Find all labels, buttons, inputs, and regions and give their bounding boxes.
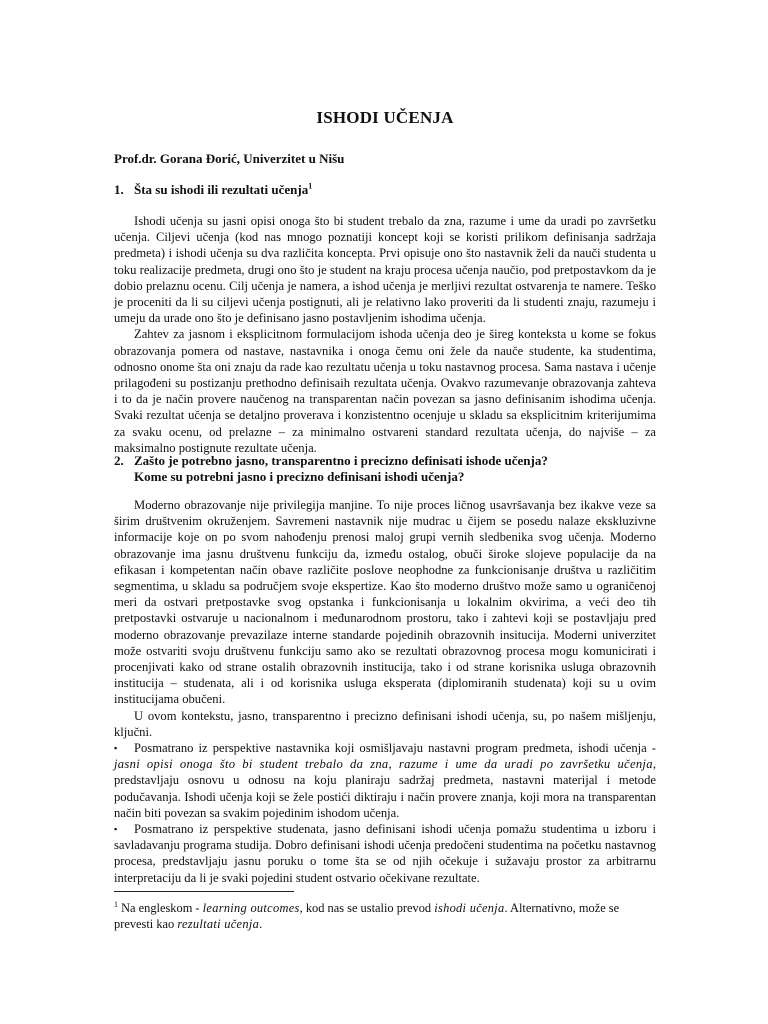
section-2-paragraph-2: U ovom kontekstu, jasno, transparentno i precizno definisani ishodi učenja, su, po našem mišljenju, ključni. [114, 708, 656, 739]
section-2-number: 2. [114, 453, 124, 468]
section-1-paragraph-1: Ishodi učenja su jasni opisi onoga što bi student trebalo da zna, razume i ume da uradi po završetku učenja. Ciljevi učenja (kod nas mnogo poznatiji koncept koji se koristi prilikom definisanja sadržaja predmeta) i ishodi učenja su dva različita koncepta. Prvi opisuje ono što nastavnik želi da nauči studenta u toku realizacije predmeta, drugi ono što je student na kraju procesa učenja naučio, pod pretpostavkom da je dobio prelaznu ocenu. Cilj učenja je namera, a ishod učenja je merljivi rezultat ostvarenja te namere. Teško je proceniti da li su ciljevi učenja postignuti, ali je relativno lako proveriti da li studenti znaju, razumeju i umeju da urade ono što je definisano jasno postavljenim ishodima učenja. [114, 214, 656, 326]
section-2-paragraph-1: Moderno obrazovanje nije privilegija manjine. To nije proces ličnog usavršavanja bez ikakve veze sa širim društvenim okruženjem. Savremeni nastavnik nije mudrac u čijem se posedu nalaze ekskluzivne informacije koje on po svom nahođenju prenosi maloj grupi vernih sledbenika svog učenja. Moderno obrazovanje ima jasnu društvenu funkciju da, između ostalog, obuči široke slojeve populacije da na efikasan i kompetentan način obave različite poslove neophodne za funkcionisanje društva u različitim segmentima, u skladu sa područjem svoje ekspertize. Kao što moderno društvo može samo u ograničenoj meri da ostvari pretpostavke svog opstanka i funkcionisanja u lokalnim okvirima, a veći deo tih pretpostavki ostvaruje u nacionalnom i međunarodnom prostoru, tako i zahtevi koji se postavljaju pred moderno obrazovanje prevazilaze interne standarde pojedinih obrazovnih insitucija. Moderni univerzitet može ostvariti svoju društvenu funkciju samo ako se rezultati obrazovnog procesa mogu komunicirati i procenjivati kako od strane ostalih obrazovnih institucija, tako i od strane korisnika usluga obrazovnih institucija – studenata, ali i od korisnika usluga eksperata (diplomiranih studenata) koji su u ovim institucijama obučeni. [114, 498, 656, 707]
section-2-title-line-1: Zašto je potrebno jasno, transparentno i precizno definisati ishode učenja? [134, 453, 548, 468]
author-line: Prof.dr. Gorana Đorić, Univerzitet u Nišu [114, 151, 345, 166]
bullet-square-icon: ▪ [114, 743, 118, 754]
bullet-1-text: Posmatrano iz perspektive nastavnika koji osmišljavaju nastavni program predmeta, ishodi učenja - [134, 741, 656, 756]
footnote-text-4: . [259, 917, 263, 931]
section-2-heading-line-1 [114, 453, 548, 469]
bullet-1-italic-definition: jasni opisi onoga što bi student trebalo da zna, razume i ume da uradi po završetku učenja [114, 757, 653, 772]
footnote-italic-3: rezultati učenja [177, 917, 260, 931]
section-2-body [114, 497, 656, 886]
bullet-item-teachers [114, 740, 656, 821]
footnote-number: 1 [114, 899, 118, 909]
footnote-italic-2: ishodi učenja [434, 901, 505, 915]
bullet-item-students [114, 821, 656, 886]
footnote-text-3: . Alternativno, može se prevesti kao [114, 901, 620, 931]
footnote-italic-1: learning outcomes [202, 901, 300, 915]
section-1-body [114, 213, 656, 456]
bullet-square-icon: ▪ [114, 824, 118, 835]
section-1-paragraph-2: Zahtev za jasnom i eksplicitnom formulacijom ishoda učenja deo je šireg konteksta u kome se fokus obrazovanja pomera od nastave, nastavnika i onoga čemu oni žele da nauče studente, ka studentima, odnosno onome šta oni znaju da rade kao rezultatu učenja u toku nastavnog procesa. Sama nastava i učenje prilagođeni su postizanju prethodno definisaih rezultata učenja. Ovakvo razumevanje obrazovanja zahteva i to da je način provere naučenog na transparentan način povezan sa jasno definisanim ishodima učenja. Svaki rezultat učenja se detaljno proverava i konzistentno ocenjuje u skladu sa eksplicitnim kriterijumima za svaku ocenu, od prelazne – za minimalno ostvareni standard rezultata učenja, do najviše – za maksimalno postignute rezultate učenja. [114, 327, 656, 455]
footnote-separator [114, 891, 294, 892]
section-1-number: 1. [114, 182, 124, 197]
section-2-title-line-2: Kome su potrebni jasno i precizno definisani ishodi učenja? [134, 469, 465, 484]
footnote [114, 900, 656, 932]
footnote-text-1: Na engleskom - [118, 901, 203, 915]
bullet-2-text: Posmatrano iz perspektive studenata, jasno definisani ishodi učenja pomažu studentima u izboru i savladavanju programa studija. Dobro definisani ishodi učenja predočeni studentima na početku nastavnog procesa, predstavljaju jasnu poruku o tome šta se od njih očekuje i sužavaju prostor za arbitrarnu interpretaciju da li je svaki pojedini student ostvario očekivane rezultate. [114, 822, 656, 885]
document-title: ISHODI UČENJA [316, 108, 454, 127]
footnote-text-2: , kod nas se ustalio prevod [299, 901, 435, 915]
section-1-heading [114, 182, 312, 198]
bullet-1-text-end: , predstavljaju osnovu u odnosu na koju planiraju sadržaj predmeta, nastavni materijal i metode podučavanja. Ishodi učenja koji se žele postići diktiraju i način provere znanja, koji mora na transparentan način biti povezan sa svakim pojedinim ishodom učenja. [114, 757, 656, 820]
section-1-title: Šta su ishodi ili rezultati učenja [134, 182, 309, 197]
footnote-reference: 1 [308, 181, 313, 191]
